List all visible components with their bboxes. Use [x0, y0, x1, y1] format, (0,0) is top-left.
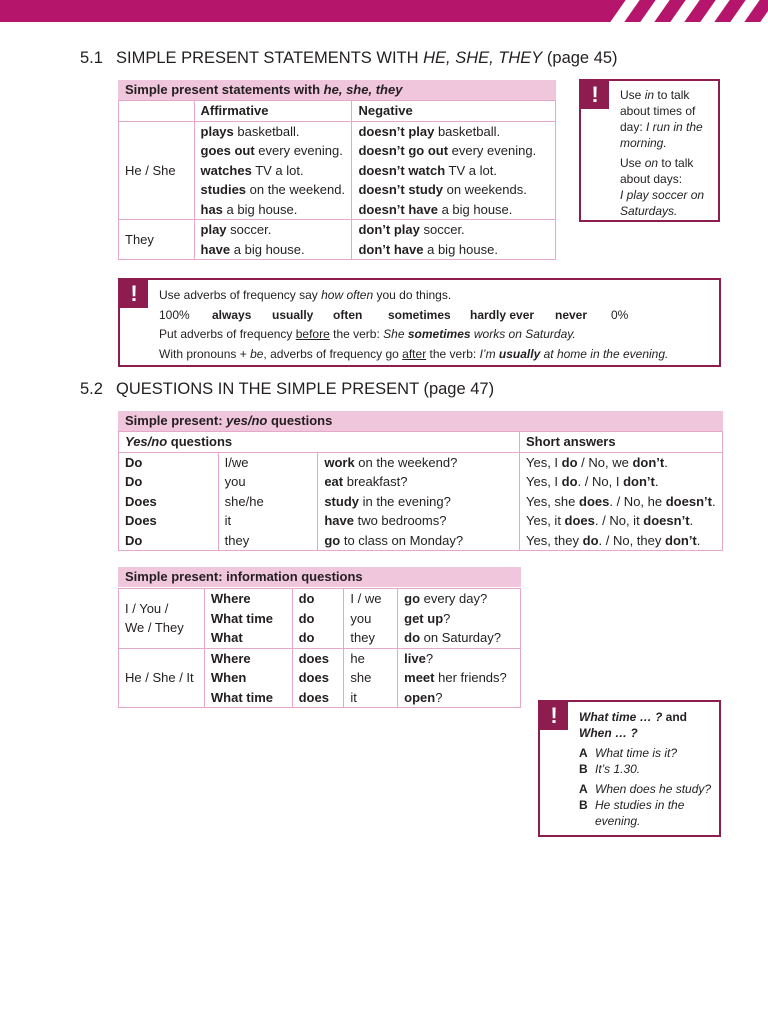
subject-i-you-we-they: I / You / We / They: [119, 589, 205, 649]
exclamation-icon: !: [581, 81, 609, 109]
verb-column: live? meet her friends? open?: [398, 648, 521, 708]
wh-word-column: Where What time What: [204, 589, 292, 649]
affirmative-line: watches TV a lot.: [200, 162, 304, 178]
info-questions-table-header: Simple present: information questions: [118, 567, 521, 587]
wh-word-column: Where When What time: [204, 648, 292, 708]
aux-column: Do Do Does Does Do: [119, 452, 219, 551]
subject-they: They: [119, 220, 195, 260]
note-in-on: [579, 79, 720, 222]
negative-line: don’t have a big house.: [358, 241, 498, 257]
verb-column: work on the weekend? eat breakfast? study in the evening? have two bedrooms? go to class on Monday?: [318, 452, 520, 551]
aux-column: do do do: [292, 589, 344, 649]
subject-column: I / we you they: [344, 589, 398, 649]
col-short-answers: Short answers: [520, 432, 723, 453]
col-affirmative: Affirmative: [194, 101, 352, 122]
banner-stripe: [697, 0, 732, 22]
adverbs-note-text: Use adverbs of frequency say how often you do things. 100% always usually often sometimes hardly ever never 0% Put adverbs of frequency before the verb: She sometimes works on Saturday. With pronouns + be, adverbs of frequency go after the verb: I’m usually at home in the evening.: [159, 288, 669, 361]
affirmative-line: have a big house.: [200, 241, 305, 257]
affirmative-line: play soccer.: [200, 222, 272, 237]
exclamation-icon: !: [540, 702, 568, 730]
col-yesno-questions: Yes/no questions: [119, 432, 520, 453]
subject-he-she: He / She: [119, 121, 195, 220]
negative-line: doesn’t watch TV a lot.: [358, 162, 497, 178]
section-5-1-title: 5.1 SIMPLE PRESENT STATEMENTS WITH HE, SHE, THEY (page 45): [80, 49, 618, 67]
affirmative-line: studies on the weekend.: [200, 182, 346, 197]
yesno-questions-table: [118, 431, 723, 551]
banner-stripe: [757, 0, 768, 22]
negative-line: doesn’t play basketball.: [358, 123, 501, 139]
statements-table: [118, 100, 556, 260]
affirmative-line: goes out every evening.: [200, 143, 343, 158]
verb-column: go every day? get up? do on Saturday?: [398, 589, 521, 649]
section-5-2-title: 5.2 QUESTIONS IN THE SIMPLE PRESENT (page 47): [80, 380, 495, 398]
exclamation-icon: !: [120, 280, 148, 308]
information-questions-table: [118, 588, 521, 708]
negative-line: doesn’t study on weekends.: [358, 182, 527, 197]
empty-header-cell: [119, 101, 195, 122]
col-negative: Negative: [352, 101, 556, 122]
negative-cell: [352, 220, 556, 260]
short-answers-column: Yes, I do / No, we don’t. Yes, I do. / No, I don’t. Yes, she does. / No, he doesn’t. Yes, it does. / No, it doesn’t. Yes, they do. / No, they don’t.: [520, 452, 723, 551]
note-what-time-text: What time … ? and When … ? A What time is it? B It’s 1.30. A When does he study? B He studies in the evening.: [579, 710, 712, 828]
negative-cell: [352, 121, 556, 220]
subject-column: I/we you she/he it they: [218, 452, 318, 551]
affirmative-cell: [194, 121, 352, 220]
note-adverbs-of-frequency: [118, 278, 721, 367]
frequency-scale: 100% always usually often sometimes hardly ever never 0%: [159, 307, 629, 322]
yesno-table-header: Simple present: yes/no questions: [118, 411, 723, 431]
subject-column: he she it: [344, 648, 398, 708]
banner-stripe: [727, 0, 762, 22]
affirmative-cell: [194, 220, 352, 260]
banner-stripe: [667, 0, 702, 22]
affirmative-line: has a big house.: [200, 201, 298, 217]
negative-line: doesn’t have a big house.: [358, 201, 513, 217]
banner-stripe: [607, 0, 642, 22]
negative-line: don’t play soccer.: [358, 222, 465, 237]
subject-he-she-it: He / She / It: [119, 648, 205, 708]
negative-line: doesn’t go out every evening.: [358, 143, 537, 158]
statements-table-header: Simple present statements with he, she, they: [118, 80, 556, 100]
aux-column: does does does: [292, 648, 344, 708]
banner-stripe: [637, 0, 672, 22]
note-what-time-when: [538, 700, 721, 837]
top-banner: [0, 0, 768, 22]
affirmative-line: plays basketball.: [200, 123, 300, 139]
note-in-on-text: Use in to talk about times of day: I run in the morning. Use on to talk about days: I play soccer on Saturdays.: [620, 88, 705, 218]
